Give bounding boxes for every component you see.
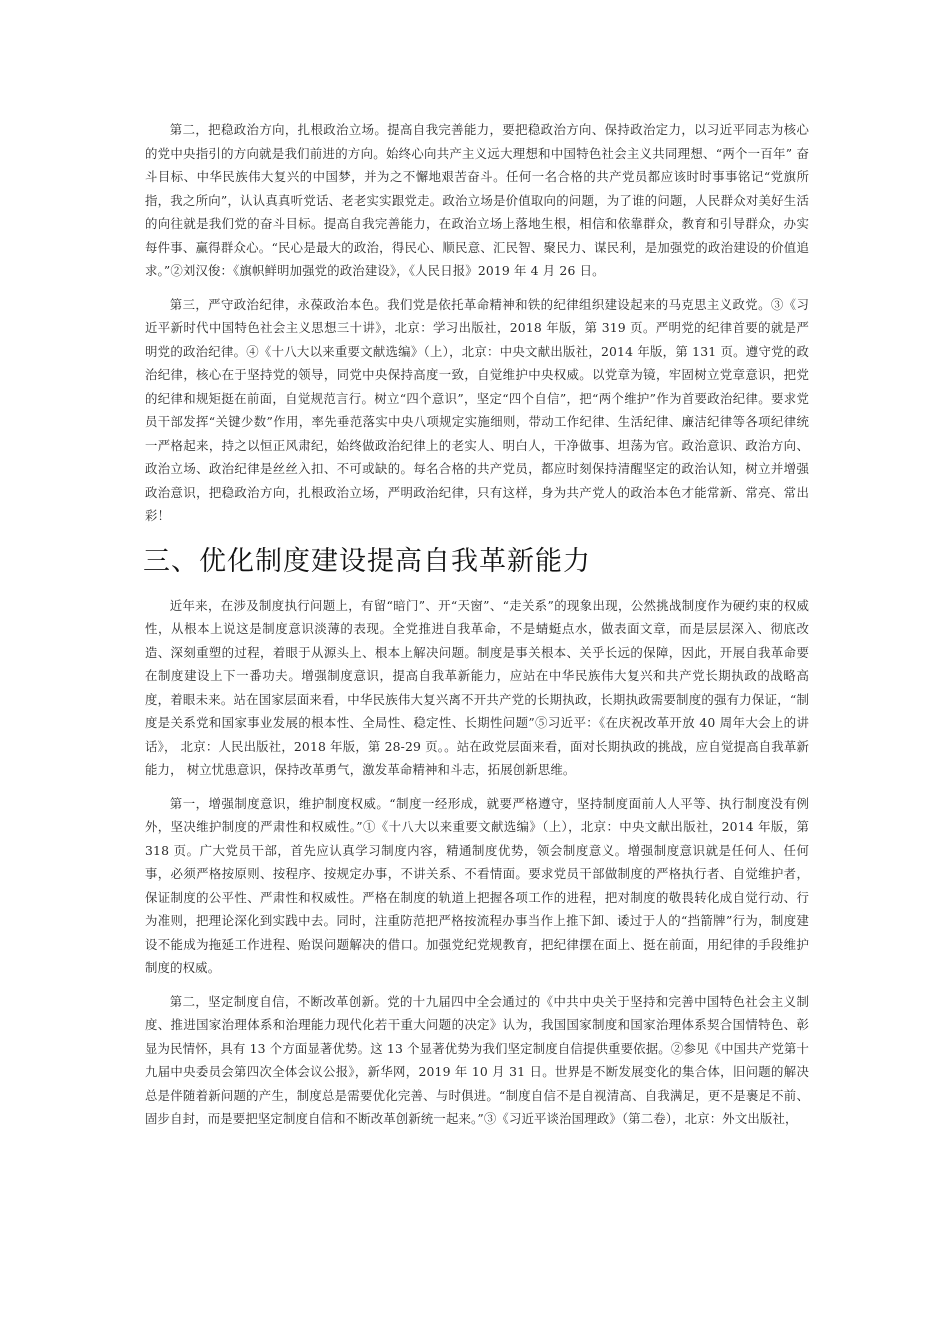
section-heading: 三、优化制度建设提高自我革新能力 (143, 545, 591, 577)
paragraph-political-direction: 第二，把稳政治方向，扎根政治立场。提高自我完善能力，要把稳政治方向、保持政治定力，以习近平同志为核心的党中央指引的方向就是我们前进的方向。始终心向共产主义远大理想和中国特色社会主义共同理想、“两个一百年” 奋斗目标、中华民族伟大复兴的中国梦，并为之不懈地艰苦奋斗。任何一名合格的共产党员都应该时时事事铭记“党旗所指，我之所向”，认认真真听党话、老老实实跟党走。政治立场是价值取向的问题，为了谁的问题，人民群众对美好生活的向往就是我们党的奋斗目标。提高自我完善能力，在政治立场上落地生根，相信和依靠群众，教育和引导群众，办实 每件事、赢得群众心。“民心是最大的政治，得民心、顺民意、汇民智、聚民力、谋民利，是加强党的政治建设的价值追求。”②刘汉俊：《旗帜鲜明加强党的政治建设》，《人民日报》2019 年 4 月 26 日。 (145, 122, 809, 278)
document-page (145, 118, 809, 1141)
paragraph-system-confidence: 第二，坚定制度自信，不断改革创新。党的十九届四中全会通过的《中共中央关于坚持和完善中国特色社会主义制度、推进国家治理体系和治理能力现代化若干重大问题的决定》认为，我国国家制度和国家治理体系契合国情特色、彰显为民情怀，具有 13 个方面显著优势。这 13 个显著优势为我们坚定制度自信提供重要依据。②参见《中国共产党第十九届中央委员会第四次全体会议公报》，新华网，2019 年 10 月 31 日。世界是不断发展变化的集合体，旧问题的解决总是伴随着新问题的产生，制度总是需要优化完善、与时俱进。“制度自信不是自视清高、自我满足，更不是裹足不前、固步自封，而是要把坚定制度自信和不断改革创新统一起来。”③《习近平谈治国理政》（第二卷），北京：外文出版社， (145, 993, 809, 1126)
paragraph-political-discipline: 第三，严守政治纪律，永葆政治本色。我们党是依托革命精神和铁的纪律组织建设起来的马克思主义政党。③《习近平新时代中国特色社会主义思想三十讲》，北京：学习出版社，2018 年版，第 319 页。严明党的纪律首要的就是严明党的政治纪律。④《十八大以来重要文献选编》（上），北京：中央文献出版社，2014 年版，第 131 页。遵守党的政治纪律，核心在于坚持党的领导，同党中央保持高度一致，自觉维护中央权威。以党章为镜，牢固树立党章意识，把党的纪律和规矩挺在前面，自觉规范言行。树立“四个意识”，坚定“四个自信”，把“两个维护”作为首要政治纪律。要求党员干部发挥“关键少数”作用，率先垂范落实中央八项规定实施细则，带动工作纪律、生活纪律、廉洁纪律等各项纪律统一严格起来，持之以恒正风肃纪，始终做政治纪律上的老实人、明白人，干净做事、坦荡为官。政治意识、政治方向、政治立场、政治纪律是丝丝入扣、不可或缺的。每名合格的共产党员，都应时刻保持清醒坚定的政治认知，树立并增强政治意识，把稳政治方向，扎根政治立场，严明政治纪律，只有这样，身为共产党人的政治本色才能常新、常亮、常出彩！ (145, 296, 809, 523)
paragraph-system-awareness: 第一，增强制度意识，维护制度权威。“制度一经形成，就要严格遵守，坚持制度面前人人平等、执行制度没有例外，坚决维护制度的严肃性和权威性。”①《十八大以来重要文献选编》（上），北京：中央文献出版社，2014 年版，第 318 页。广大党员干部，首先应认真学习制度内容，精通制度优势，领会制度意义。增强制度意识就是任何人、任何事，必须严格按原则、按程序、按规定办事，不讲关系、不看情面。要求党员干部做制度的严格执行者、自觉维护者， 保证制度的公平性、严肃性和权威性。严格在制度的轨道上把握各项工作的进程，把对制度的敬畏转化成自觉行动、行为准则，把理论深化到实践中去。同时，注重防范把严格按流程办事当作上推下卸、诿过于人的“挡箭牌”行为，制度建设不能成为拖延工作进程、贻误问题解决的借口。加强党纪党规教育，把纪律摆在面上、挺在前面，用纪律的手段维护制度的权威。 (145, 795, 809, 975)
paragraph-system-intro: 近年来，在涉及制度执行问题上，有留“暗门”、开“天窗”、“走关系”的现象出现，公然挑战制度作为硬约束的权威 性，从根本上说这是制度意识淡薄的表现。全党推进自我革命，不是蜻蜓点水，做表面文章，而是层层深入、彻底改造、深刻重塑的过程，着眼于从源头上、根本上解决问题。制度是事关根本、关乎长远的保障，因此，开展自我革命要在制度建设上下一番功夫。增强制度意识，提高自我革新能力，应站在中华民族伟大复兴和共产党长期执政的战略高度，着眼未来。站在国家层面来看，中华民族伟大复兴离不开共产党的长期执政，长期执政需要制度的强有力保证，“制度是关系党和国家事业发展的根本性、全局性、稳定性、长期性问题”⑤习近平：《在庆祝改革开放 40 周年大会上的讲话》， 北京：人民出版社，2018 年版，第 28-29 页。。站在政党层面来看，面对长期执政的挑战，应自觉提高自我革新能力， 树立忧患意识，保持改革勇气，激发革命精神和斗志，拓展创新思维。 (145, 597, 809, 777)
